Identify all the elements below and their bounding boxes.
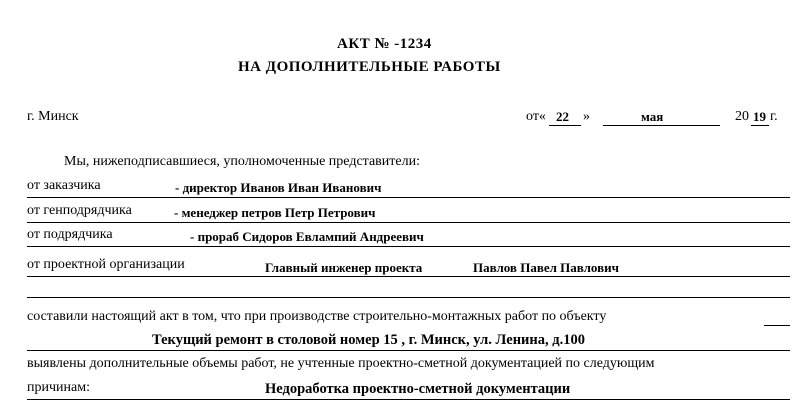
design-org-name: Павлов Павел Павлович xyxy=(473,260,619,275)
date-year-underline xyxy=(751,125,769,126)
party-general-contractor-value: - менеджер петров Петр Петрович xyxy=(174,205,376,220)
statement-text: составили настоящий акт в том, что при производстве строительно-монтажных работ по объекту xyxy=(27,309,607,324)
act-subtitle: НА ДОПОЛНИТЕЛЬНЫЕ РАБОТЫ xyxy=(238,59,501,75)
object-line xyxy=(27,350,790,351)
act-title: АКТ № -1234 xyxy=(337,36,432,52)
date-year-end: г. xyxy=(770,109,778,124)
party-contractor-line xyxy=(27,246,790,247)
date-from-prefix: от« xyxy=(526,109,546,124)
object-name: Текущий ремонт в столовой номер 15 , г. Минск, ул. Ленина, д.100 xyxy=(152,332,585,348)
date-month-underline xyxy=(603,125,720,126)
design-org-position: Главный инженер проекта xyxy=(265,260,423,275)
reason-value: Недоработка проектно-сметной документации xyxy=(265,381,571,397)
party-general-contractor-label: от генподрядчика xyxy=(27,203,132,218)
blank-line xyxy=(27,297,790,298)
party-contractor-label: от подрядчика xyxy=(27,227,113,242)
date-day-underline xyxy=(549,125,581,126)
date-year-prefix: 20 xyxy=(735,109,749,124)
design-org-label: от проектной организации xyxy=(27,257,185,272)
revealed-text: выявлены дополнительные объемы работ, не учтенные проектно-сметной документацией по следующим xyxy=(27,356,655,371)
intro-text: Мы, нижеподписавшиеся, уполномоченные представители: xyxy=(64,154,420,169)
date-day: 22 xyxy=(556,109,569,124)
party-customer-label: от заказчика xyxy=(27,178,101,193)
party-contractor-value: - прораб Сидоров Евлампий Андреевич xyxy=(190,229,424,244)
design-org-line xyxy=(27,276,790,277)
date-year-suffix: 19 xyxy=(753,109,766,124)
city: г. Минск xyxy=(27,109,79,124)
party-general-contractor-line xyxy=(27,222,790,223)
statement-tail-line xyxy=(764,325,790,326)
date-day-suffix: » xyxy=(583,109,590,124)
party-customer-line xyxy=(27,197,790,198)
party-customer-value: - директор Иванов Иван Иванович xyxy=(175,180,382,195)
date-month: мая xyxy=(641,109,664,124)
reason-label: причинам: xyxy=(27,380,90,395)
reason-line xyxy=(27,399,790,400)
